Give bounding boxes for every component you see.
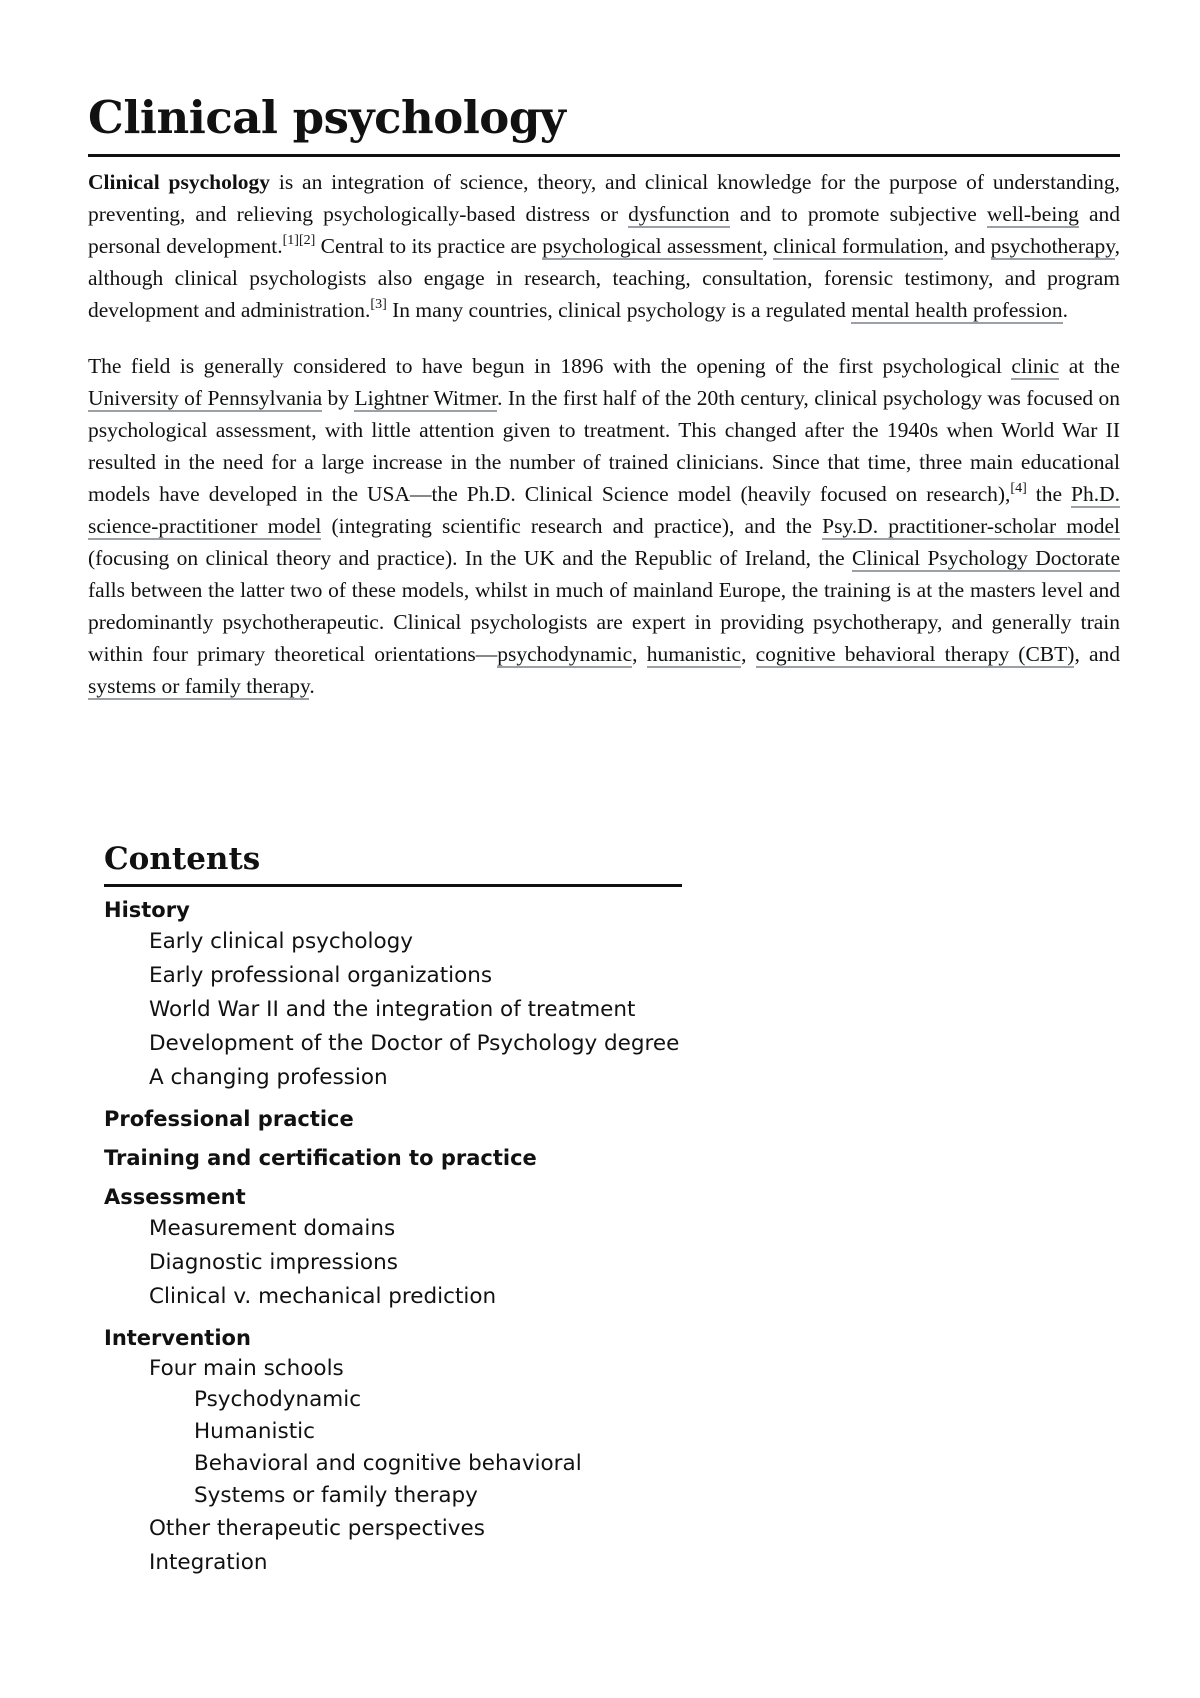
toc-item[interactable]: Early clinical psychology [149, 929, 413, 954]
article [88, 88, 1120, 702]
link-lightner-witmer[interactable]: Lightner Witmer [354, 386, 498, 410]
toc-item[interactable]: Training and certification to practice [104, 1146, 537, 1170]
toc-item[interactable]: Systems or family therapy [194, 1483, 478, 1508]
table-of-contents [104, 838, 682, 1580]
link-humanistic[interactable]: humanistic [646, 642, 742, 666]
toc-list [104, 895, 682, 1580]
intro-paragraph [88, 166, 1120, 326]
toc-item[interactable]: Development of the Doctor of Psychology degree [149, 1031, 680, 1056]
link-cbt[interactable]: cognitive behavioral therapy (CBT) [755, 642, 1075, 666]
link-practitioner-scholar-model[interactable]: Psy.D. practitioner-scholar model [822, 514, 1120, 538]
toc-item[interactable]: Early professional organizations [149, 963, 493, 988]
text-run: (focusing on clinical theory and practice). In the UK and the Republic of Ireland, the [88, 546, 853, 570]
text-run: . In the first half of the 20th century, clinical psychology was focused on psychological assessment, with little attention given to treatment. This changed after the 1940s when World War II resulted in the need for a large increase in the number of trained clinicians. Since that time, three main educational models have developed in the USA—the Ph.D. Clinical Science model (heavily focused on research), [88, 386, 1121, 506]
toc-item[interactable]: Psychodynamic [194, 1387, 362, 1412]
link-university-of-pennsylvania[interactable]: University of Pennsylvania [88, 386, 323, 410]
toc-item[interactable]: Four main schools [149, 1356, 344, 1381]
text-run: the [1026, 482, 1072, 506]
link-clinic[interactable]: clinic [1011, 354, 1060, 378]
reference-4[interactable]: [4] [1010, 481, 1027, 496]
toc-item[interactable]: Humanistic [194, 1419, 315, 1444]
link-science-practitioner-model[interactable]: Ph.D. science-practitioner model [88, 482, 1120, 538]
link-mental-health-profession[interactable]: mental health profession [851, 298, 1063, 322]
link-psychotherapy[interactable]: psychotherapy [990, 234, 1115, 258]
link-clinical-psychology-doctorate[interactable]: Clinical Psychology Doctorate [852, 546, 1120, 570]
text-run: The field is generally considered to have begun in 1896 with the opening of the first psychological [88, 354, 1012, 378]
toc-item[interactable]: Clinical v. mechanical prediction [149, 1284, 497, 1309]
text-run: (integrating scientific research and practice), and the [321, 514, 823, 538]
toc-item[interactable]: Assessment [104, 1185, 246, 1209]
text-run: . [309, 674, 315, 698]
text-run: falls between the latter two of these models, whilst in much of mainland Europe, the training is at the masters level and predominantly psychotherapeutic. Clinical psychologists are expert in providing psychotherapy, and generally train within four primary theoretical orientations— [88, 578, 1120, 666]
toc-item[interactable]: Diagnostic impressions [149, 1250, 398, 1275]
text-run: , although clinical psychologists also engage in research, teaching, consultation, forensic testimony, and program development and administration. [88, 234, 1121, 322]
text-run: , [741, 642, 756, 666]
text-run: , [762, 234, 774, 258]
link-psychological-assessment[interactable]: psychological assessment [542, 234, 763, 258]
text-run: In many countries, clinical psychology is a regulated [386, 298, 852, 322]
reference-3[interactable]: [3] [370, 297, 387, 312]
link-dysfunction[interactable]: dysfunction [628, 202, 730, 226]
text-run: by [322, 386, 355, 410]
text-run: . [1062, 298, 1068, 322]
text-run: , [632, 642, 647, 666]
toc-item[interactable]: Intervention [104, 1326, 251, 1350]
history-paragraph [88, 350, 1120, 702]
link-psychodynamic[interactable]: psychodynamic [497, 642, 633, 666]
text-run: , and [1074, 642, 1121, 666]
toc-heading: Contents [104, 838, 682, 887]
reference-2[interactable]: [2] [298, 233, 316, 248]
toc-item[interactable]: Behavioral and cognitive behavioral [194, 1451, 582, 1476]
text-run: , and [943, 234, 991, 258]
link-clinical-formulation[interactable]: clinical formulation [773, 234, 944, 258]
text-run: is an integration of science, theory, and clinical knowledge for the purpose of understanding, preventing, and relieving psychologically-based distress or [88, 170, 1120, 226]
page-title: Clinical psychology [88, 88, 1120, 157]
text-run: and personal development. [88, 202, 1120, 258]
toc-item[interactable]: Measurement domains [149, 1216, 396, 1241]
toc-item[interactable]: History [104, 898, 190, 922]
toc-item[interactable]: A changing profession [149, 1065, 388, 1090]
toc-item[interactable]: Integration [149, 1550, 268, 1575]
toc-item[interactable]: World War II and the integration of treatment [149, 997, 636, 1022]
link-well-being[interactable]: well-being [986, 202, 1079, 226]
text-run: at the [1059, 354, 1120, 378]
toc-item[interactable]: Other therapeutic perspectives [149, 1516, 485, 1541]
bold-term: Clinical psychology [88, 170, 271, 194]
toc-item[interactable]: Professional practice [104, 1107, 354, 1131]
text-run: and to promote subjective [729, 202, 987, 226]
link-systems-or-family-therapy[interactable]: systems or family therapy [88, 674, 310, 698]
reference-1[interactable]: [1] [282, 233, 299, 248]
text-run: Central to its practice are [315, 234, 543, 258]
